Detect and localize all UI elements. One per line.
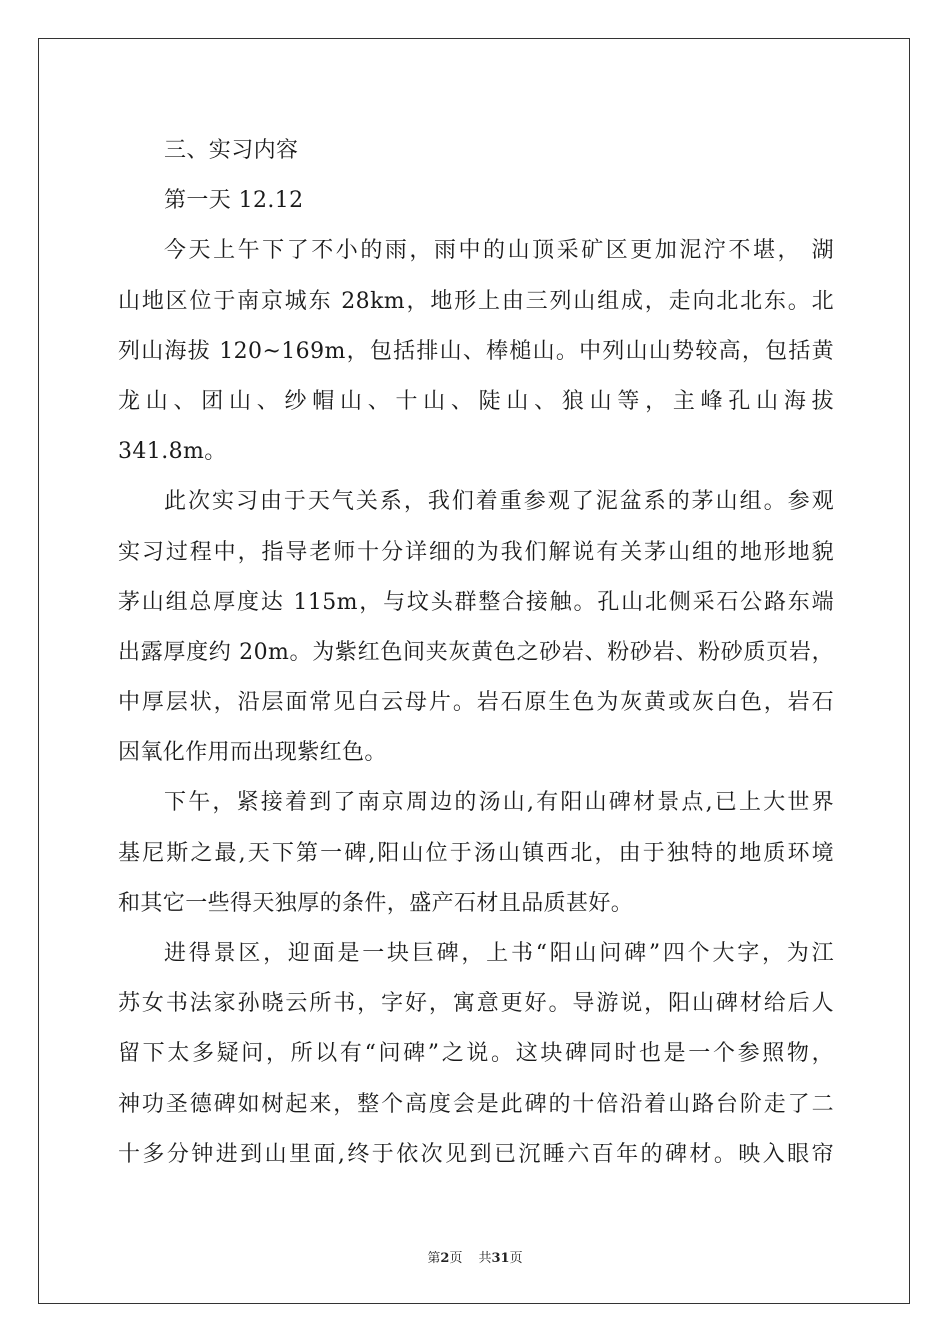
document-body (118, 126, 834, 1180)
paragraph-2-line-4: 出露厚度约 20m。为紫红色间夹灰黄色之砂岩、粉砂岩、粉砂质页岩， (118, 639, 834, 665)
page-footer (0, 1247, 950, 1266)
paragraph-3-line-1: 下午，紧接着到了南京周边的汤山,有阳山碑材景点,已上大世界 (164, 790, 834, 816)
paragraph-4-line-1: 进得景区，迎面是一块巨碑，上书“阳山问碑”四个大字，为江 (164, 941, 834, 966)
paragraph-2-line-3: 茅山组总厚度达 115m，与坟头群整合接触。孔山北侧采石公路东端 (118, 589, 834, 615)
paragraph-1-line-3: 列山海拔 120~169m，包括排山、棒槌山。中列山山势较高，包括黄 (118, 338, 834, 364)
total-prefix: 共 (478, 1251, 492, 1266)
total-suffix: 页 (509, 1251, 523, 1266)
paragraph-2-line-6: 因氧化作用而出现紫红色。 (118, 740, 387, 766)
paragraph-1-line-4: 龙山、团山、纱帽山、十山、陡山、狼山等，主峰孔山海拔 (118, 388, 834, 414)
paragraph-3-line-2: 基尼斯之最,天下第一碑,阳山位于汤山镇西北，由于独特的地质环境 (118, 840, 834, 866)
page-number: 2 (440, 1251, 450, 1266)
paragraph-2-line-5: 中厚层状，沿层面常见白云母片。岩石原生色为灰黄或灰白色，岩石 (118, 690, 834, 716)
page-prefix: 第 (427, 1251, 441, 1266)
paragraph-4-line-2: 苏女书法家孙晓云所书，字好，寓意更好。导游说，阳山碑材给后人 (118, 991, 834, 1017)
paragraph-2-line-2: 实习过程中，指导老师十分详细的为我们解说有关茅山组的地形地貌 (118, 539, 834, 565)
paragraph-1-line-5: 341.8m。 (118, 439, 227, 465)
paragraph-1-line-2: 山地区位于南京城东 28km，地形上由三列山组成，走向北北东。北 (118, 288, 834, 314)
paragraph-4-line-4: 神功圣德碑如树起来，整个高度会是此碑的十倍沿着山路台阶走了二 (118, 1091, 834, 1117)
paragraph-4-line-5: 十多分钟进到山里面,终于依次见到已沉睡六百年的碑材。映入眼帘 (118, 1141, 834, 1167)
paragraph-1-line-1: 今天上午下了不小的雨，雨中的山顶采矿区更加泥泞不堪， 湖 (164, 238, 834, 264)
section-heading: 三、实习内容 (164, 138, 299, 163)
paragraph-2-line-1: 此次实习由于天气关系，我们着重参观了泥盆系的茅山组。参观 (164, 489, 834, 515)
page-suffix: 页 (449, 1251, 463, 1266)
paragraph-4-line-3: 留下太多疑问，所以有“问碑”之说。这块碑同时也是一个参照物， (118, 1041, 834, 1067)
day-heading: 第一天 12.12 (164, 188, 304, 214)
paragraph-3-line-3: 和其它一些得天独厚的条件，盛产石材且品质甚好。 (118, 890, 634, 916)
total-pages: 31 (491, 1251, 510, 1266)
